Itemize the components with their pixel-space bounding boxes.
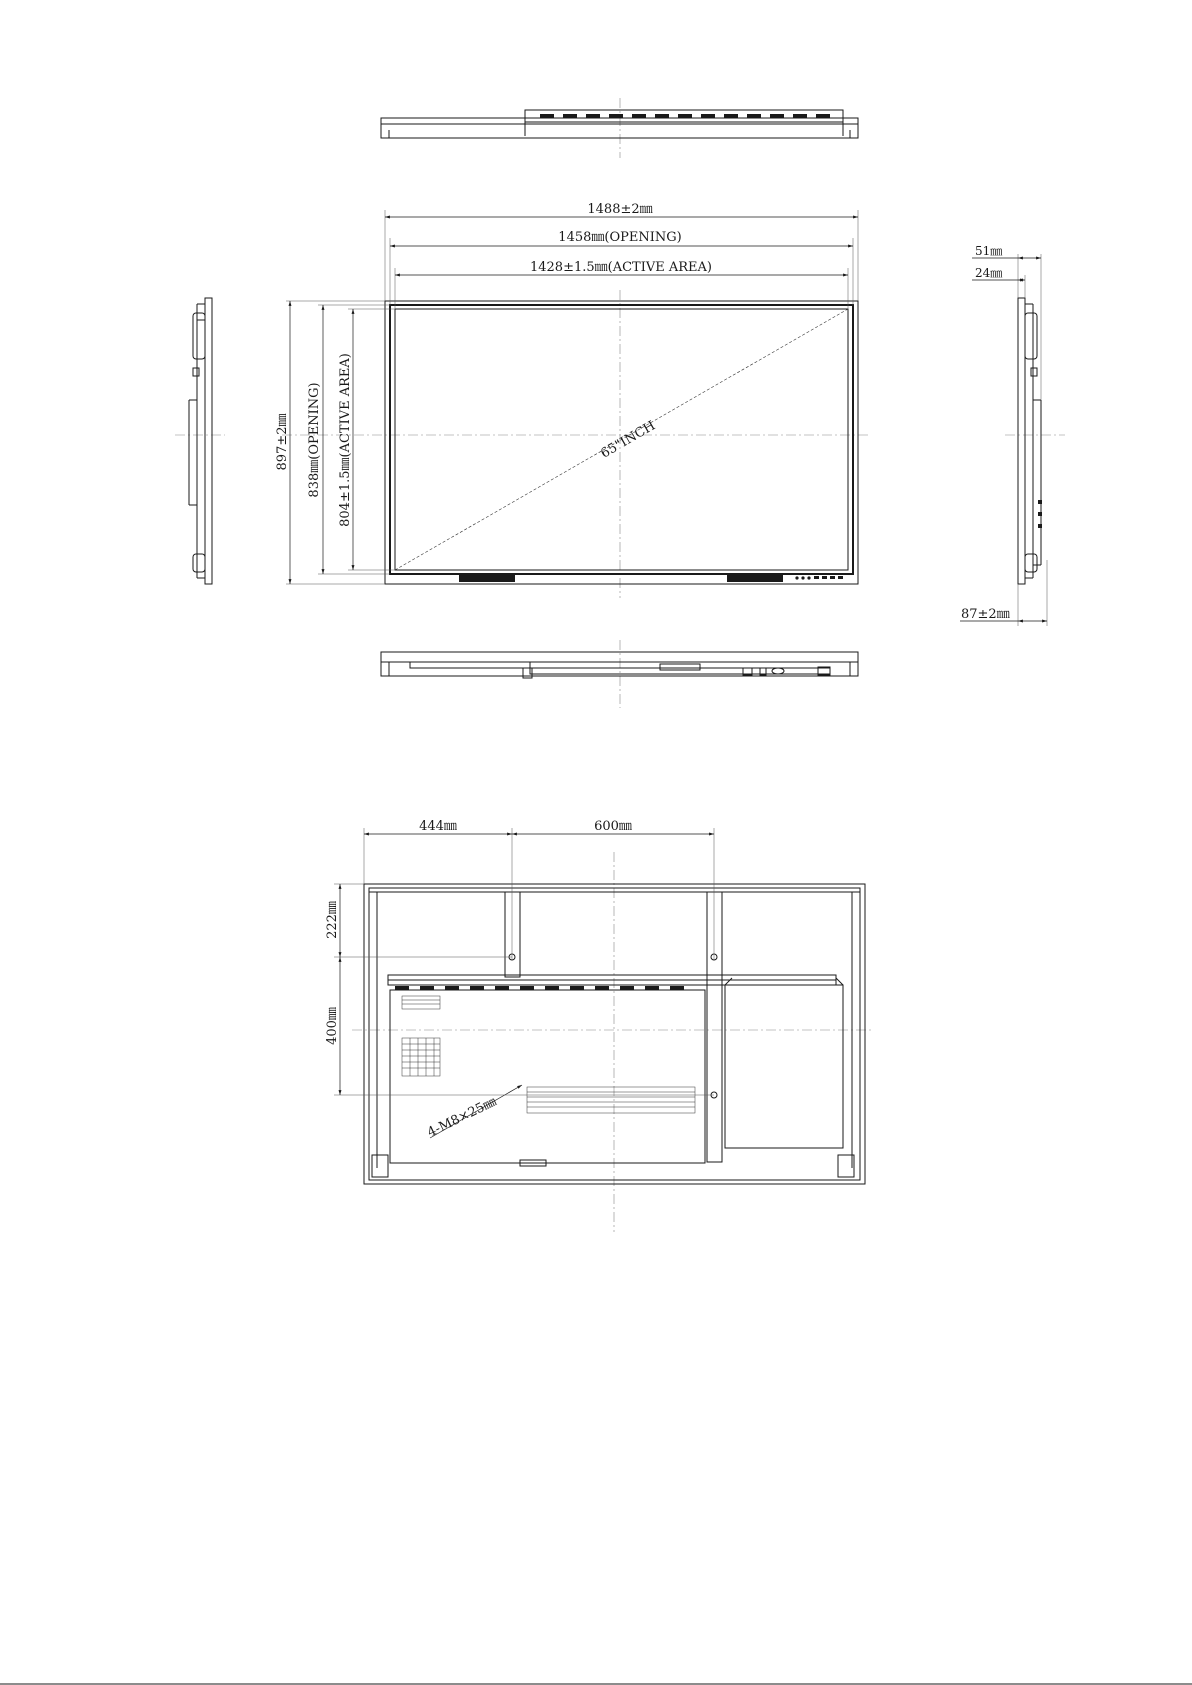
rear-grille-patches [402, 996, 695, 1113]
bottom-view [381, 640, 858, 708]
opening-height-label: 838㎜(OPENING) [307, 382, 322, 498]
top-vent-slots [540, 114, 830, 118]
diagonal-size-label: 65"INCH [598, 418, 659, 462]
left-side-view [175, 298, 225, 584]
top-view [381, 98, 858, 158]
opening-width-label: 1458㎜(OPENING) [558, 230, 682, 245]
speaker-grille-right [727, 575, 783, 582]
front-buttons [795, 576, 843, 580]
overall-height-label: 897±2㎜ [275, 413, 290, 471]
top-offset-label: 222㎜ [325, 901, 340, 939]
total-depth-label: 51㎜ [975, 244, 1003, 258]
speaker-grille-left [459, 575, 515, 582]
panel-depth-label: 24㎜ [975, 266, 1003, 280]
vesa-width-label: 600㎜ [594, 819, 632, 834]
left-offset-label: 444㎜ [419, 819, 457, 834]
bottom-depth-label: 87±2㎜ [961, 607, 1010, 622]
active-width-label: 1428±1.5㎜(ACTIVE AREA) [529, 260, 713, 275]
overall-width-label: 1488±2㎜ [587, 202, 653, 217]
screw-spec-label: 4-M8×25㎜ [425, 1094, 499, 1141]
vesa-height-label: 400㎜ [325, 1007, 340, 1045]
active-height-label: 804±1.5㎜(ACTIVE AREA) [338, 353, 353, 527]
rear-view [325, 819, 872, 1232]
right-side-view [960, 244, 1065, 626]
front-view [275, 202, 870, 598]
rear-vent-slots [395, 986, 684, 990]
